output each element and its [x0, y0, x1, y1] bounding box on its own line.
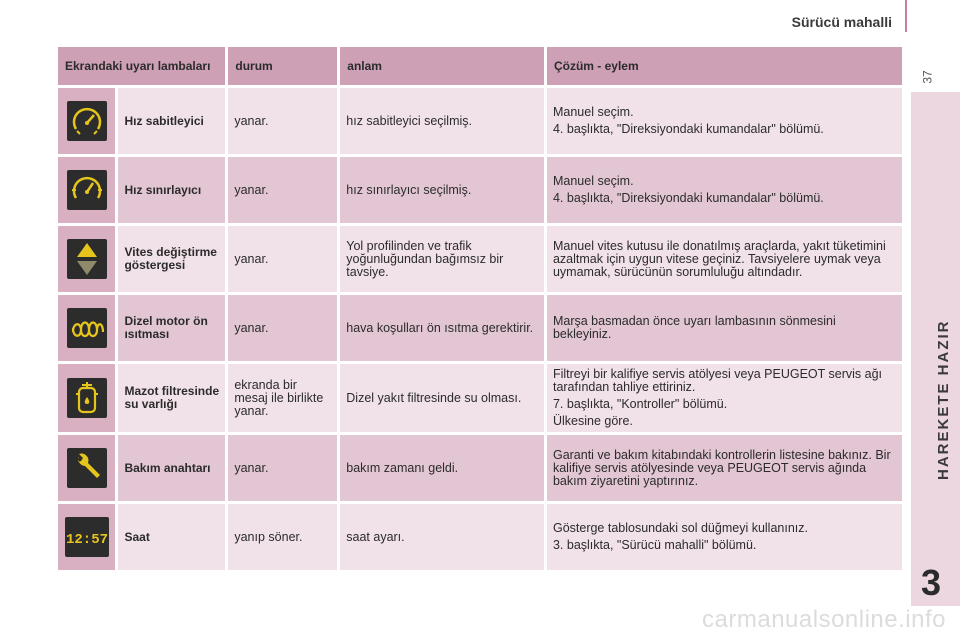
warning-status: yanar. [228, 88, 337, 154]
warning-lights-table [55, 44, 905, 573]
watermark: carmanualsonline.info [702, 606, 946, 633]
warning-name: Vites değiştirme göstergesi [118, 226, 225, 292]
glow-plug-icon [67, 308, 107, 348]
table-header-row [58, 47, 902, 85]
chapter-number: 3 [921, 562, 942, 603]
warning-solution: Manuel seçim. 4. başlıkta, "Direksiyondaki kumandalar" bölümü. [547, 88, 902, 154]
speedometer-icon [67, 101, 107, 141]
warning-meaning: hız sınırlayıcı seçilmiş. [340, 157, 544, 223]
warning-status: yanar. [228, 226, 337, 292]
table-row [58, 88, 902, 154]
warning-name: Hız sınırlayıcı [118, 157, 225, 223]
page-number: 37 [920, 70, 935, 84]
warning-name: Dizel motor ön ısıtması [118, 295, 225, 361]
warning-solution: Marşa basmadan önce uyarı lambasının sönmesini bekleyiniz. [547, 295, 902, 361]
warning-name: Hız sabitleyici [118, 88, 225, 154]
column-header-warning-lights: Ekrandaki uyarı lambaları [58, 47, 225, 85]
warning-meaning: bakım zamanı geldi. [340, 435, 544, 501]
warning-solution: Gösterge tablosundaki sol düğmeyi kullanınız. 3. başlıkta, "Sürücü mahalli" bölümü. [547, 504, 902, 570]
wrench-icon [67, 448, 107, 488]
table-row [58, 504, 902, 570]
table-row [58, 435, 902, 501]
table-row [58, 226, 902, 292]
warning-meaning: hız sabitleyici seçilmiş. [340, 88, 544, 154]
svg-text:12:57: 12:57 [65, 532, 108, 548]
warning-meaning: Yol profilinden ve trafik yoğunluğundan bağımsız bir tavsiye. [340, 226, 544, 292]
warning-meaning: saat ayarı. [340, 504, 544, 570]
warning-name: Mazot filtresinde su varlığı [118, 364, 225, 432]
warning-solution: Manuel seçim. 4. başlıkta, "Direksiyondaki kumandalar" bölümü. [547, 157, 902, 223]
warning-status: yanar. [228, 157, 337, 223]
chapter-tab-label: HAREKETE HAZIR [935, 319, 952, 480]
warning-meaning: Dizel yakıt filtresinde su olması. [340, 364, 544, 432]
warning-solution: Manuel vites kutusu ile donatılmış araçlarda, yakıt tüketimini azaltmak için uygun vitese geçiniz. Tavsiyelere uymak veya uymamak, sürücünün sorumluluğu altındadır. [547, 226, 902, 292]
warning-solution: Garanti ve bakım kitabındaki kontrollerin listesine bakınız. Bir kalifiye servis atölyesinde veya PEUGEOT servis ağında bakım ziyaretini yaptırınız. [547, 435, 902, 501]
table-row [58, 295, 902, 361]
warning-status: yanıp söner. [228, 504, 337, 570]
column-header-meaning: anlam [340, 47, 544, 85]
warning-status: yanar. [228, 435, 337, 501]
warning-status: ekranda bir mesaj ile birlikte yanar. [228, 364, 337, 432]
speed-limiter-icon [67, 170, 107, 210]
warning-name: Bakım anahtarı [118, 435, 225, 501]
warning-solution: Filtreyi bir kalifiye servis atölyesi veya PEUGEOT servis ağı tarafından tahliye ettiriniz. 7. başlıkta, "Kontroller" bölümü. Ülkesine göre. [547, 364, 902, 432]
clock-display-icon [65, 517, 109, 557]
page-header-title: Sürücü mahalli [791, 14, 892, 30]
column-header-status: durum [228, 47, 337, 85]
warning-status: yanar. [228, 295, 337, 361]
warning-meaning: hava koşulları ön ısıtma gerektirir. [340, 295, 544, 361]
water-in-fuel-icon [67, 378, 107, 418]
table-row [58, 157, 902, 223]
gear-shift-arrows-icon [67, 239, 107, 279]
table-row [58, 364, 902, 432]
header-divider [905, 0, 907, 32]
column-header-solution: Çözüm - eylem [547, 47, 902, 85]
warning-name: Saat [118, 504, 225, 570]
